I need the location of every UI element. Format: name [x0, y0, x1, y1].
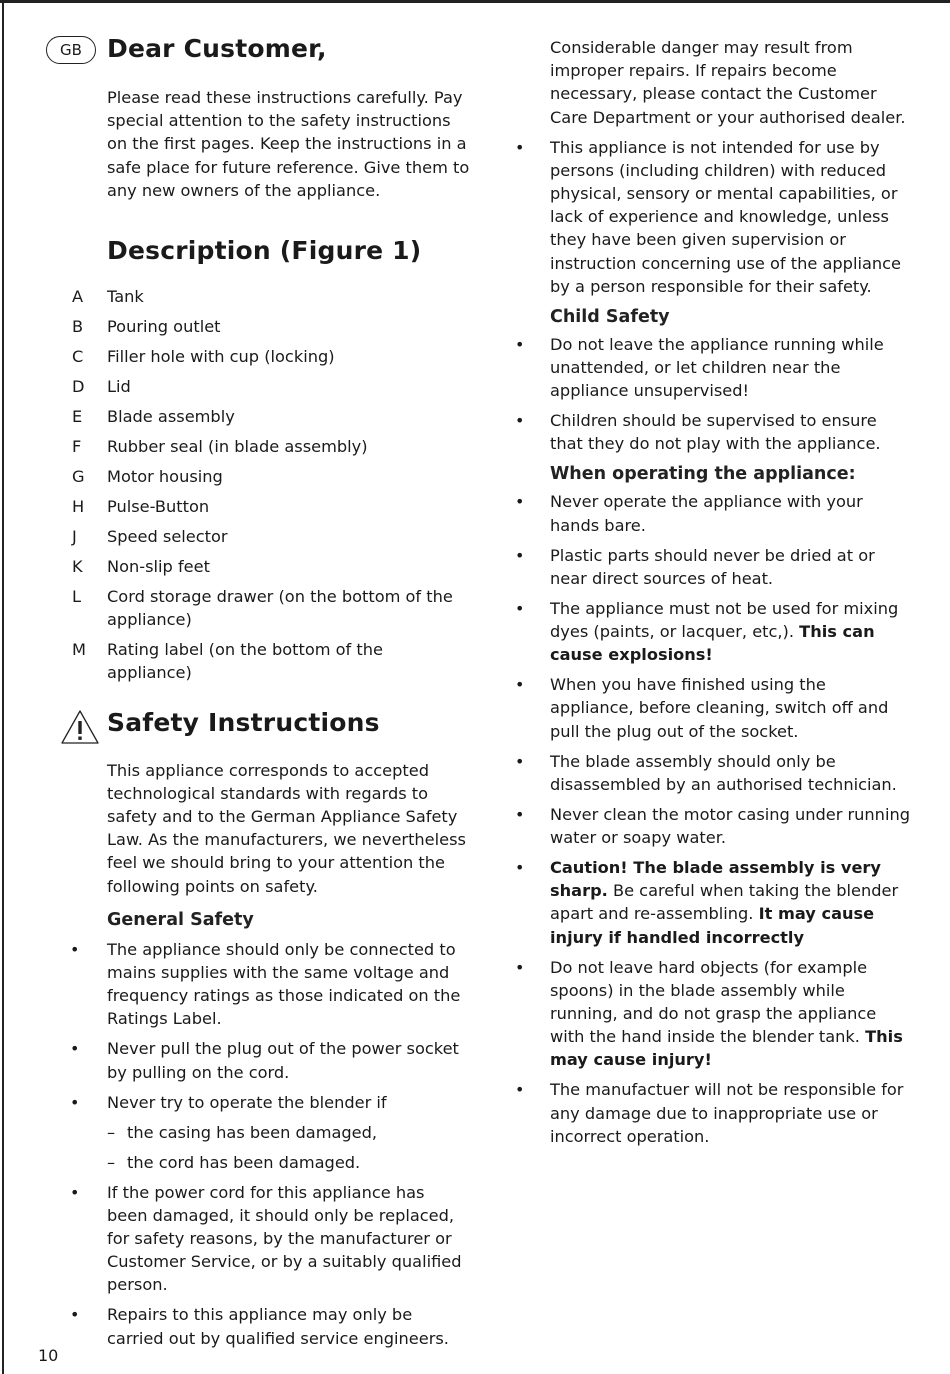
list-item-text — [550, 956, 913, 1072]
list-item-text: Never try to operate the blender if — [107, 1092, 387, 1112]
list-item — [513, 750, 913, 796]
safety-header — [40, 703, 470, 743]
list-item-text: This appliance is not intended for use by persons (including children) with reduced physical, sensory or mental capabilities, or lack of experience and knowledge, unless they have been given supervision or instruction concerning use of the appliance by a person responsible for their safety. — [550, 137, 901, 296]
greeting-title: Dear Customer, — [107, 34, 327, 63]
list-item-text — [550, 597, 913, 667]
bullet: • — [515, 492, 525, 512]
list-item — [513, 673, 913, 743]
list-item — [40, 1037, 470, 1083]
list-item-text: The appliance should only be connected to mains supplies with the same voltage and frequency ratings as those indicated on the Ratings Label. — [107, 939, 461, 1029]
list-item — [513, 1078, 913, 1148]
list-item — [40, 1181, 470, 1297]
safety-intro-paragraph: This appliance corresponds to accepted technological standards with regards to safety and to the German Appliance Safety Law. As the manufacturers, we nevertheless feel we should bring to your attention the following points on safety. — [107, 760, 466, 896]
list-item — [513, 597, 913, 667]
parts-list-item — [40, 585, 470, 631]
intro-paragraph: Please read these instructions carefully. Pay special attention to the safety instructions on the first pages. Keep the instructions in a safe place for future reference. Give them to any new owners of the appliance. — [107, 88, 470, 200]
bullet: • — [70, 1182, 80, 1202]
part-name: Pouring outlet — [107, 317, 221, 337]
part-name: Cord storage drawer (on the bottom of the appliance) — [107, 587, 453, 630]
part-letter: D — [72, 377, 85, 397]
list-item-text — [550, 856, 913, 949]
safety-title: Safety Instructions — [107, 707, 380, 737]
sub-list-item — [107, 1151, 470, 1174]
list-item — [513, 803, 913, 849]
part-name: Filler hole with cup (locking) — [107, 347, 335, 367]
bullet: • — [515, 804, 525, 824]
operating-heading: When operating the appliance: — [550, 464, 856, 485]
bullet: • — [515, 411, 525, 431]
parts-list-item — [40, 495, 470, 518]
sub-list-item — [107, 1121, 470, 1144]
part-name: Blade assembly — [107, 407, 235, 427]
general-safety-heading: General Safety — [107, 909, 254, 930]
list-item-text: The manufactuer will not be responsible for any damage due to inappropriate use or incorrect operation. — [550, 1080, 904, 1146]
part-letter: H — [72, 497, 85, 517]
list-item-text: Do not leave the appliance running while unattended, or let children near the appliance unsupervised! — [550, 334, 884, 401]
page-border-top — [0, 0, 950, 3]
dash: – — [107, 1122, 116, 1142]
list-item-text-regular: Be careful when taking the blender apart and re-assembling. — [550, 881, 899, 924]
child-safety-heading: Child Safety — [550, 306, 670, 327]
right-column — [513, 36, 913, 1155]
bullet: • — [515, 957, 525, 977]
list-item-text: If the power cord for this appliance has been damaged, it should only be replaced, for safety reasons, by the manufacturer or Customer Service, or by a suitably qualified person. — [107, 1182, 462, 1295]
parts-list-item — [40, 525, 470, 548]
page-border-left — [2, 0, 4, 1374]
part-name: Speed selector — [107, 527, 228, 547]
list-item-text: Never pull the plug out of the power socket by pulling on the cord. — [107, 1039, 459, 1082]
description-title: Description (Figure 1) — [107, 236, 422, 266]
bullet: • — [515, 1080, 525, 1100]
language-badge: GB — [46, 36, 96, 64]
list-item-text: Plastic parts should never be dried at or near direct sources of heat. — [550, 545, 875, 588]
list-item — [40, 1303, 470, 1349]
bullet: • — [515, 334, 525, 354]
parts-list-item — [40, 345, 470, 368]
part-letter: M — [72, 640, 86, 660]
part-letter: J — [72, 527, 77, 547]
sub-list-item-text: the casing has been damaged, — [127, 1122, 378, 1142]
parts-list-item — [40, 555, 470, 578]
list-item-text-bold: This can cause explosions! — [550, 622, 875, 665]
part-name: Pulse-Button — [107, 497, 210, 517]
part-letter: K — [72, 557, 83, 577]
list-item — [513, 856, 913, 949]
general-safety-list — [40, 938, 470, 1350]
bullet: • — [515, 137, 525, 157]
part-name: Motor housing — [107, 467, 223, 487]
part-letter: E — [72, 407, 83, 427]
bullet: • — [515, 858, 525, 878]
part-name: Lid — [107, 377, 131, 397]
bullet: • — [515, 545, 525, 565]
part-name: Non-slip feet — [107, 557, 210, 577]
warning-triangle-icon — [60, 709, 100, 745]
list-item — [513, 409, 913, 455]
bullet: • — [515, 675, 525, 695]
list-item — [513, 333, 913, 403]
list-item — [513, 490, 913, 536]
list-item — [40, 938, 470, 1031]
parts-list-item — [40, 435, 470, 458]
page-number: 10 — [38, 1346, 59, 1365]
bullet: • — [70, 1092, 80, 1112]
list-item-text: The blade assembly should only be disassembled by an authorised technician. — [550, 751, 897, 794]
continued-paragraph: Considerable danger may result from improper repairs. If repairs become necessary, please contact the Customer Care Department or your authorised dealer. — [550, 38, 906, 127]
part-name: Rating label (on the bottom of the appliance) — [107, 640, 383, 683]
greeting-header — [40, 30, 470, 74]
part-letter: G — [72, 467, 85, 487]
part-letter: A — [72, 287, 84, 307]
list-item — [513, 136, 913, 298]
bullet: • — [515, 598, 525, 618]
list-item-text: Never operate the appliance with your hands bare. — [550, 492, 863, 535]
dash: – — [107, 1152, 116, 1172]
part-letter: C — [72, 347, 84, 367]
left-column — [40, 30, 470, 1357]
list-item-text: Never clean the motor casing under running water or soapy water. — [550, 804, 910, 848]
list-item-text-regular: Do not leave hard objects (for example spoons) in the blade assembly while running, and do not grasp the appliance with the hand inside the blender tank. — [550, 957, 877, 1047]
part-letter: F — [72, 437, 82, 457]
part-name: Rubber seal (in blade assembly) — [107, 437, 368, 457]
parts-list-item — [40, 465, 470, 488]
list-item-text-regular: The appliance must not be used for mixing dyes (paints, or lacquer, etc,). — [550, 598, 899, 642]
list-item — [40, 1091, 470, 1114]
bullet: • — [70, 1039, 80, 1059]
parts-list-item — [40, 315, 470, 338]
parts-list — [40, 285, 470, 685]
sub-list-item-text: the cord has been damaged. — [127, 1152, 361, 1172]
list-item — [513, 956, 913, 1072]
list-item-text-bold: This may cause injury! — [550, 1027, 903, 1070]
bullet: • — [70, 1305, 80, 1325]
bullet: • — [515, 751, 525, 771]
parts-list-item — [40, 405, 470, 428]
parts-list-item — [40, 375, 470, 398]
list-item-text: Children should be supervised to ensure that they do not play with the appliance. — [550, 411, 881, 454]
list-item-text: Repairs to this appliance may only be carried out by qualified service engineers. — [107, 1305, 449, 1348]
parts-list-item — [40, 285, 470, 308]
list-item-text-bold: Caution! The blade assembly is very sharp. — [550, 858, 881, 901]
list-item-text: When you have finished using the appliance, before cleaning, switch off and pull the plug out of the socket. — [550, 675, 889, 741]
list-item — [513, 544, 913, 590]
bullet: • — [70, 939, 80, 959]
part-name: Tank — [107, 287, 144, 307]
parts-list-item — [40, 638, 470, 684]
list-item-text-bold: It may cause injury if handled incorrectly — [550, 904, 875, 947]
part-letter: L — [72, 587, 82, 607]
part-letter: B — [72, 317, 84, 337]
